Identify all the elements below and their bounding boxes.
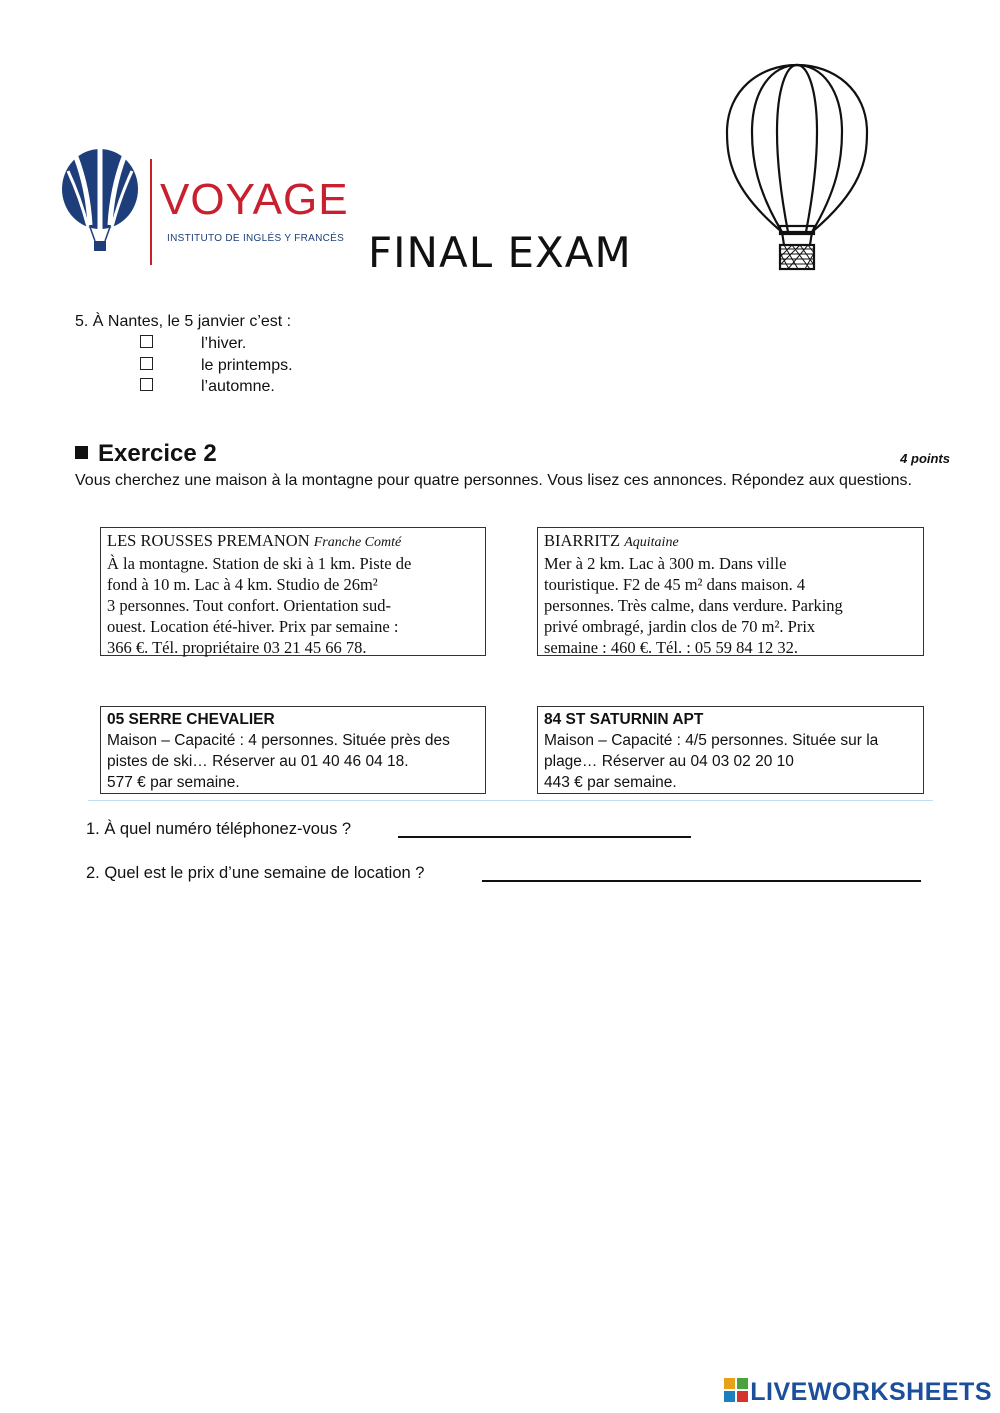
page-title: FINAL EXAM bbox=[368, 228, 632, 277]
answer-1-input[interactable] bbox=[398, 836, 691, 838]
hot-air-balloon-icon bbox=[722, 60, 872, 275]
question-2: 2. Quel est le prix d’une semaine de location ? bbox=[86, 864, 425, 882]
exercise-instructions: Vous cherchez une maison à la montagne pour quatre personnes. Vous lisez ces annonces. Répondez aux questions. bbox=[75, 472, 912, 489]
ad-line: ouest. Location été-hiver. Prix par semaine : bbox=[107, 617, 399, 636]
liveworksheets-logo-icon bbox=[724, 1378, 748, 1402]
ad-line: Mer à 2 km. Lac à 300 m. Dans ville bbox=[544, 554, 787, 573]
option-2: le printemps. bbox=[140, 357, 293, 375]
ad-title: BIARRITZ bbox=[544, 531, 621, 550]
ad-region: Franche Comté bbox=[313, 535, 402, 550]
question-5-prompt: 5. À Nantes, le 5 janvier c’est : bbox=[75, 313, 292, 330]
option-3: l’automne. bbox=[140, 378, 275, 396]
ad-line: 366 €. Tél. propriétaire 03 21 45 66 78. bbox=[107, 638, 367, 657]
square-bullet-icon bbox=[75, 446, 88, 459]
exercise-heading: Exercice 2 bbox=[75, 440, 217, 468]
ad-line: personnes. Très calme, dans verdure. Parking bbox=[544, 596, 843, 615]
option-1: l’hiver. bbox=[140, 335, 246, 353]
divider bbox=[88, 800, 933, 801]
ad-line: plage… Réserver au 04 03 02 20 10 bbox=[544, 753, 794, 770]
ad-line: fond à 10 m. Lac à 4 km. Studio de 26m² bbox=[107, 575, 378, 594]
ad-line: Maison – Capacité : 4 personnes. Située près des bbox=[107, 732, 450, 749]
checkbox[interactable] bbox=[140, 357, 153, 370]
answer-2-input[interactable] bbox=[482, 880, 921, 882]
ad-title: 84 ST SATURNIN APT bbox=[544, 711, 704, 728]
ad-region: Aquitaine bbox=[624, 535, 679, 550]
ad-line: 443 € par semaine. bbox=[544, 774, 677, 791]
logo-divider bbox=[150, 159, 152, 265]
ad-title: LES ROUSSES PREMANON bbox=[107, 531, 310, 550]
ad-title: 05 SERRE CHEVALIER bbox=[107, 711, 275, 728]
ad-line: 3 personnes. Tout confort. Orientation sud- bbox=[107, 596, 392, 615]
checkbox[interactable] bbox=[140, 378, 153, 391]
ad-line: Maison – Capacité : 4/5 personnes. Située sur la bbox=[544, 732, 879, 749]
logo-balloon-icon bbox=[60, 147, 148, 259]
ad-line: semaine : 460 €. Tél. : 05 59 84 12 32. bbox=[544, 638, 799, 657]
ad-line: privé ombragé, jardin clos de 70 m². Prix bbox=[544, 617, 816, 636]
ad-biarritz bbox=[537, 527, 924, 656]
ad-les-rousses bbox=[100, 527, 486, 656]
ad-st-saturnin bbox=[537, 706, 924, 794]
checkbox[interactable] bbox=[140, 335, 153, 348]
ad-serre-chevalier bbox=[100, 706, 486, 794]
ad-line: À la montagne. Station de ski à 1 km. Piste de bbox=[107, 554, 412, 573]
ad-line: touristique. F2 de 45 m² dans maison. 4 bbox=[544, 575, 806, 594]
school-logo bbox=[60, 145, 360, 270]
liveworksheets-watermark: LIVEWORKSHEETS bbox=[724, 1378, 992, 1407]
question-1: 1. À quel numéro téléphonez-vous ? bbox=[86, 820, 352, 838]
logo-wordmark: VOYAGE bbox=[160, 175, 349, 224]
ad-line: 577 € par semaine. bbox=[107, 774, 240, 791]
logo-subtitle: INSTITUTO DE INGLÉS Y FRANCÉS bbox=[167, 233, 345, 244]
points-label: 4 points bbox=[900, 451, 950, 466]
ad-line: pistes de ski… Réserver au 01 40 46 04 18. bbox=[107, 753, 409, 770]
